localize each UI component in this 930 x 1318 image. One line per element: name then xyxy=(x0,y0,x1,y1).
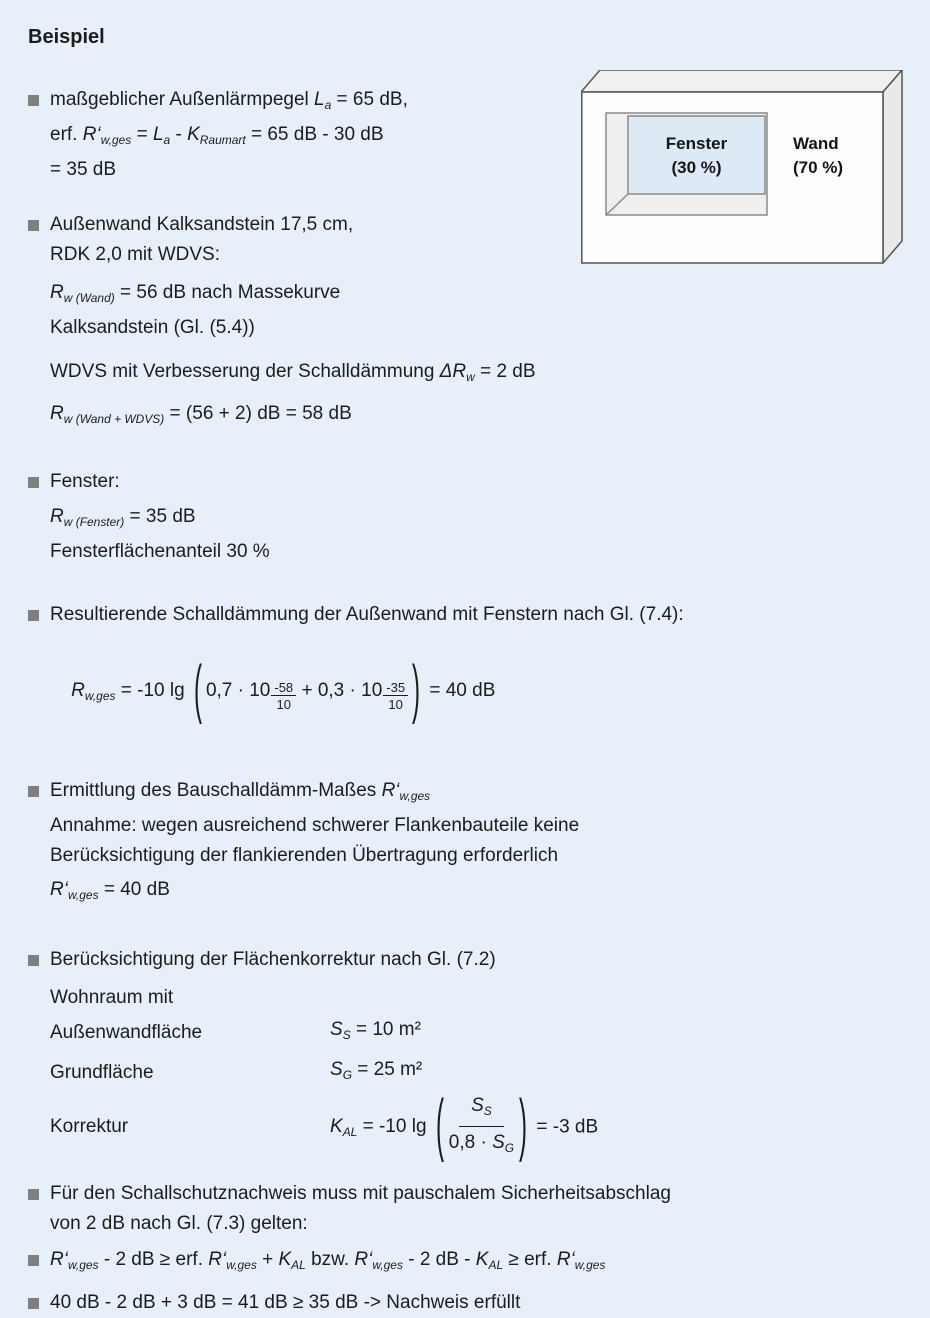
formula-7-4-plus: + xyxy=(296,679,318,701)
para-rw-wand-wdvs: $R_{w (Wand + WDVS)} = (56 + 2)$ dB = 58 dB xyxy=(50,402,352,426)
para-annahme xyxy=(50,811,930,871)
wall-window-diagram xyxy=(581,70,903,265)
formula-kal xyxy=(330,1087,599,1164)
wall-top-face xyxy=(581,70,902,92)
bullet-item-nachweis-bedingung: $R‘_{w,ges} - 2$ dB ≥ erf. $R‘_{w,ges} + K_{AL}$ bzw. $R‘_{w,ges} - 2$ dB - $K_{AL}$ ≥ erf. $R‘_{w,ges}$ xyxy=(28,1245,930,1283)
bullet-marker xyxy=(28,95,39,106)
row-label: Außenwandfläche xyxy=(50,1021,203,1043)
line-annahme-2: Berücksichtigung der flankierenden Übertragung erforderlich xyxy=(50,844,559,866)
row-korrektur xyxy=(50,1087,930,1164)
bullet-marker xyxy=(28,955,39,966)
formula-7-4-lhs: $R_{w,ges} = -10$ lg xyxy=(71,679,190,703)
row-aussenwandflaeche xyxy=(50,1013,930,1053)
bullet-marker xyxy=(28,477,39,488)
fenster-label xyxy=(628,132,765,180)
line-aussenlaermpegel-2: erf. $R‘_{w,ges} = L_a - K_{Raumart} = 65$ dB - 30 dB xyxy=(50,123,384,147)
bullet-marker xyxy=(28,610,39,621)
bullet-marker xyxy=(28,786,39,797)
bullet-item-ermittlung: Ermittlung des Bauschalldämm-Maßes $R‘_{w,ges}$ xyxy=(28,776,930,811)
line-sicherheitsabschlag-1: Für den Schallschutznachweis muss mit pauschalem Sicherheitsabschlag xyxy=(50,1183,671,1205)
fraction-ss-sg: $\frac{S_S}{0,8 \cdot S_G}$ xyxy=(448,1094,515,1156)
formula-7-4-result: = 40 dB xyxy=(424,679,496,701)
wand-label-name: Wand xyxy=(793,134,839,153)
fenster-label-name: Fenster xyxy=(665,134,728,153)
formula-kal-result: = -3 dB xyxy=(531,1115,599,1137)
para-fensterflaechenanteil: Fensterflächenanteil 30 % xyxy=(50,540,270,562)
para-rw-wand xyxy=(50,278,930,343)
paren-close: ) xyxy=(412,654,421,726)
line-rw-wand-1: $R_{w (Wand)} = 56$ dB nach Massekurve xyxy=(50,281,341,305)
bullet-marker xyxy=(28,220,39,231)
line-rw-wand-2: Kalksandstein (Gl. (5.4)) xyxy=(50,316,255,338)
paren-close: ) xyxy=(519,1087,528,1164)
paren-open: ( xyxy=(193,654,202,726)
para-wohnraum: Wohnraum mit xyxy=(50,986,174,1008)
formula-7-4 xyxy=(50,630,930,754)
formula-7-4-term1: 0,7 · 10 xyxy=(205,679,271,701)
bullet-marker xyxy=(28,1255,39,1266)
wand-label-percent: (70 %) xyxy=(793,158,844,177)
paren-open: ( xyxy=(435,1087,444,1164)
line-aussenwand-1: Außenwand Kalksandstein 17,5 cm, xyxy=(50,213,354,235)
page-title: Beispiel xyxy=(28,26,105,48)
para-rw-fenster: $R_{w (Fenster)} = 35$ dB xyxy=(50,505,196,529)
row-grundflaeche xyxy=(50,1053,930,1093)
bullet-item-flaechenkorrektur: Berücksichtigung der Flächenkorrektur nach Gl. (7.2) xyxy=(28,945,930,975)
line-sicherheitsabschlag-2: von 2 dB nach Gl. (7.3) gelten: xyxy=(50,1213,308,1235)
line-aussenwand-2: RDK 2,0 mit WDVS: xyxy=(50,243,220,265)
wall-right-face xyxy=(883,70,902,263)
bullet-item-fenster: Fenster: xyxy=(28,467,930,497)
line-annahme-1: Annahme: wegen ausreichend schwerer Flankenbauteile keine xyxy=(50,814,580,836)
fenster-label-percent: (30 %) xyxy=(671,158,722,177)
formula-kal-lhs: $K_{AL} = -10$ lg xyxy=(330,1115,432,1139)
row-label: Korrektur xyxy=(50,1115,129,1137)
formula-7-4-term2: 0,3 · 10 xyxy=(317,679,383,701)
bullet-item-nachweis-ergebnis: 40 dB - 2 dB + 3 dB = 41 dB ≥ 35 dB -> Nachweis erfüllt xyxy=(28,1288,930,1318)
row-value: $S_S = 10$ m² xyxy=(330,1019,421,1042)
bullet-item-sicherheitsabschlag xyxy=(28,1179,930,1239)
bullet-marker xyxy=(28,1298,39,1309)
bullet-marker xyxy=(28,1189,39,1200)
row-label: Grundfläche xyxy=(50,1061,154,1083)
para-rwges-40: $R‘_{w,ges} = 40$ dB xyxy=(50,878,170,902)
exponent-fraction-1: $\frac{-58}{10}$ xyxy=(271,680,296,712)
line-aussenlaermpegel-1: maßgeblicher Außenlärmpegel $L_a = 65$ dB, xyxy=(50,89,408,112)
bullet-item-resultierende: Resultierende Schalldämmung der Außenwand mit Fenstern nach Gl. (7.4): xyxy=(28,600,930,630)
exponent-fraction-2: $\frac{-35}{10}$ xyxy=(383,680,408,712)
line-aussenlaermpegel-3: = 35 dB xyxy=(50,158,117,180)
para-wdvs: WDVS mit Verbesserung der Schalldämmung $\Delta R_w = 2$ dB xyxy=(50,360,536,384)
wand-label xyxy=(793,132,843,180)
row-value: $S_G = 25$ m² xyxy=(330,1059,423,1082)
